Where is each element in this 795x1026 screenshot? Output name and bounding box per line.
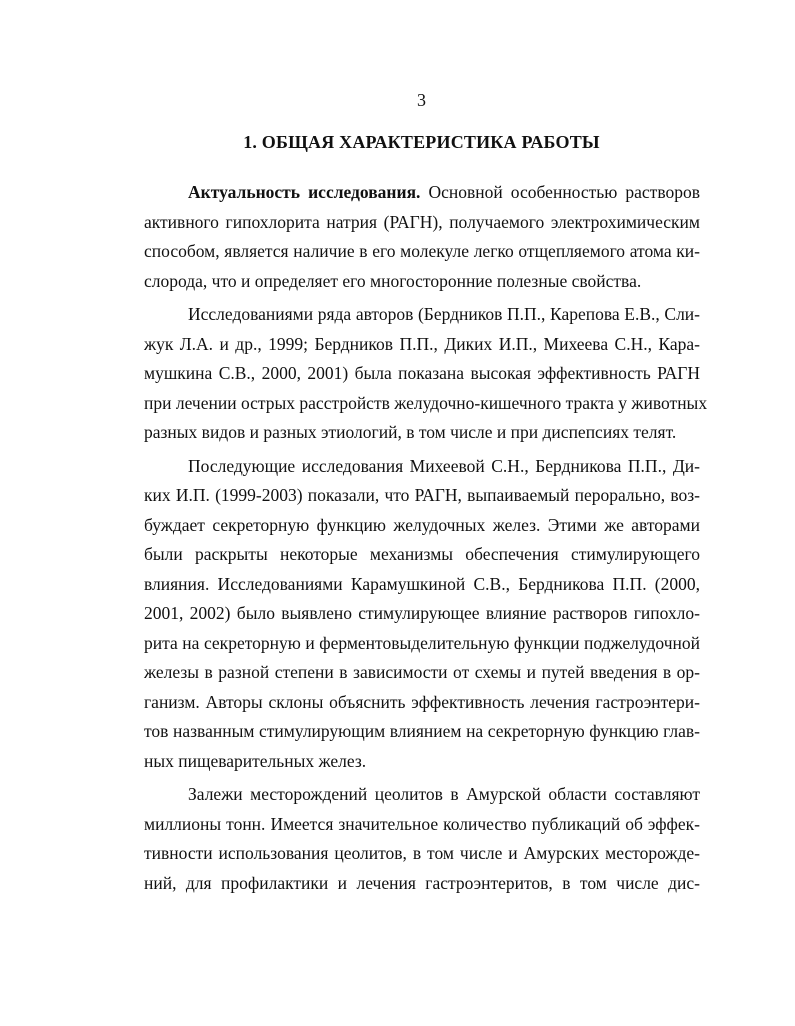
paragraph-lead: Актуальность исследования.	[188, 182, 421, 202]
text-line	[144, 178, 700, 208]
paragraph-zeolites	[144, 780, 700, 898]
text-line: разных видов и разных этиологий, в том числе и при диспепсиях телят.	[144, 422, 677, 442]
text-line: Исследованиями ряда авторов (Бердников П.П., Карепова Е.В., Сли-	[188, 304, 700, 324]
text-line: были раскрыты некоторые механизмы обеспечения стимулирующего	[144, 544, 700, 564]
text-line: ганизм. Авторы склоны объяснить эффективность лечения гастроэнтери-	[144, 691, 700, 712]
paragraph-relevance	[144, 178, 700, 296]
text-line: способом, является наличие в его молекуле легко отщепляемого атома ки-	[144, 241, 700, 261]
text-line: Последующие исследования Михеевой С.Н., Бердникова П.П., Ди-	[188, 455, 700, 476]
text-line: активного гипохлорита натрия (РАГН), получаемого электрохимическим	[144, 211, 700, 232]
page-number: 3	[417, 90, 426, 110]
text-line: при лечении острых расстройств желудочно-кишечного тракта у животных	[144, 392, 708, 413]
text-line: Залежи месторождений цеолитов в Амурской области составляют	[188, 784, 700, 804]
text-line: железы в разной степени в зависимости от схемы и путей введения в ор-	[144, 662, 700, 682]
text-line: слорода, что и определяет его многосторонние полезные свойства.	[144, 270, 642, 291]
body-text	[144, 178, 708, 898]
text-line: влияния. Исследованиями Карамушкиной С.В., Бердникова П.П. (2000,	[144, 573, 700, 594]
text-line: мушкина С.В., 2000, 2001) была показана высокая эффективность РАГН	[144, 363, 700, 383]
section-heading: 1. ОБЩАЯ ХАРАКТЕРИСТИКА РАБОТЫ	[243, 132, 600, 152]
paragraph-authors	[144, 300, 708, 448]
text-line: ких И.П. (1999-2003) показали, что РАГН, выпаиваемый перорально, воз-	[144, 485, 700, 505]
text-line: рита на секреторную и ферментовыделительную функции поджелудочной	[144, 632, 700, 653]
text-line: миллионы тонн. Имеется значительное количество публикаций об эффек-	[144, 813, 700, 834]
text-line: 2001, 2002) было выявлено стимулирующее влияние растворов гипохло-	[144, 603, 700, 623]
text-line: тивности использования цеолитов, в том числе и Амурских месторожде-	[144, 843, 700, 863]
text-line: тов названным стимулирующим влиянием на секреторную функцию глав-	[144, 721, 700, 741]
text-line: жук Л.А. и др., 1999; Бердников П.П., Диких И.П., Михеева С.Н., Кара-	[144, 333, 700, 354]
text-line: ных пищеварительных желез.	[144, 750, 367, 771]
text-line: буждает секреторную функцию желудочных желез. Этими же авторами	[144, 514, 700, 535]
text-line-content: Основной особенностью растворов	[420, 182, 700, 202]
paragraph-studies	[144, 452, 700, 777]
text-line: ний, для профилактики и лечения гастроэнтеритов, в том числе дис-	[144, 872, 700, 893]
